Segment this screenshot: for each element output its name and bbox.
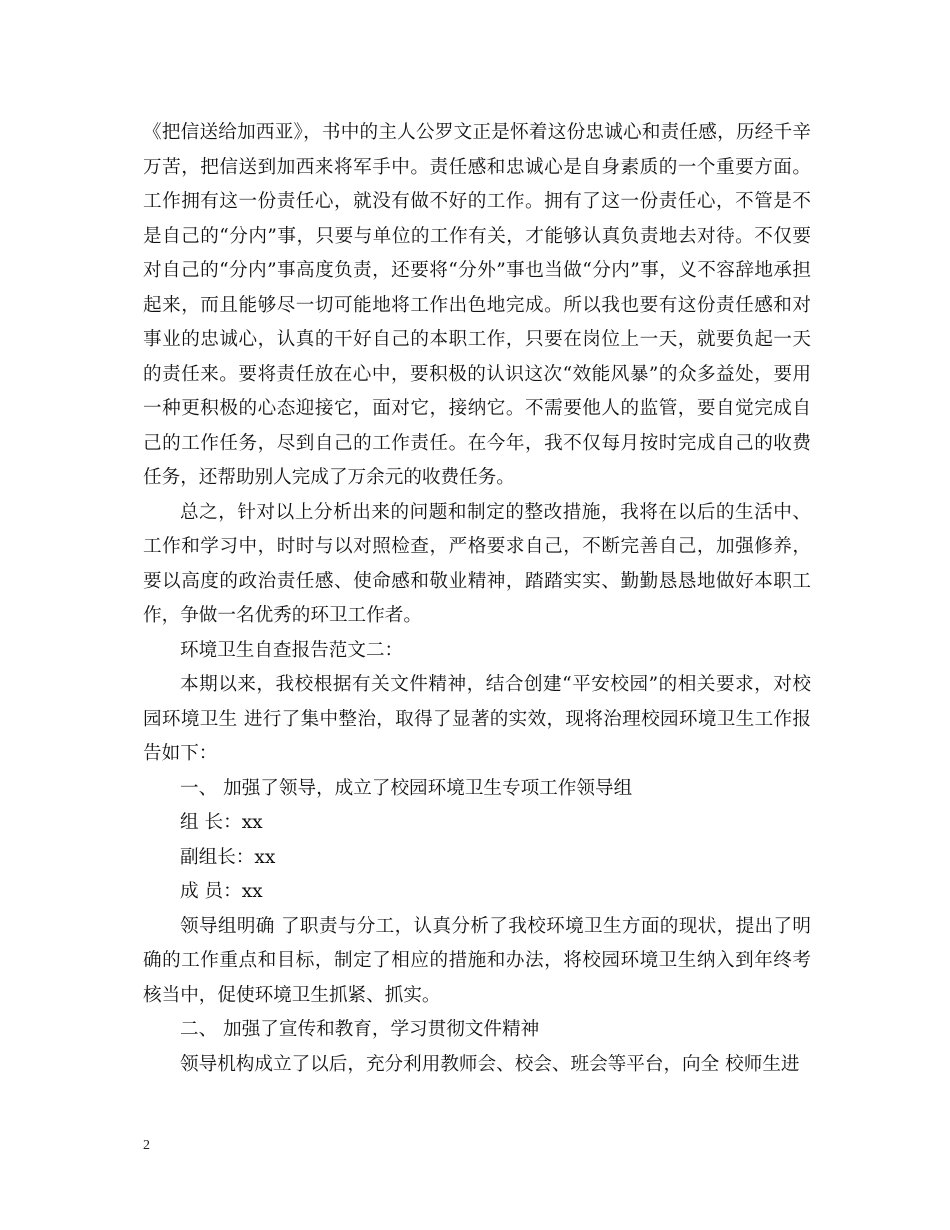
document-body <box>143 116 811 1082</box>
paragraph-conclusion: 总之，针对以上分析出来的问题和制定的整改措施，我将在以后的生活中、工作和学习中，时时与以对照检查，严格要求自己，不断完善自己，加强修养，要以高度的政治责任感、使命感和敬业精神，踏踏实实、勤勤恳恳地做好本职工作，争做一名优秀的环卫工作者。 <box>143 501 811 626</box>
members-line: 成 员：xx <box>180 881 263 902</box>
paragraph-report-intro: 本期以来，我校根据有关文件精神，结合创建“平安校园”的相关要求，对校园环境卫生 进行了集中整治，取得了显著的实效，现将治理校园环境卫生工作报告如下： <box>143 674 811 764</box>
item-heading-leadership: 一、 加强了领导，成立了校园环境卫生专项工作领导组 <box>180 777 633 799</box>
item-heading-publicity: 二、 加强了宣传和教育，学习贯彻文件精神 <box>180 1019 540 1040</box>
paragraph-leadership-duties: 领导组明确 了职责与分工，认真分析了我校环境卫生方面的现状，提出了明确的工作重点和目标，制定了相应的措施和办法，将校园环境卫生纳入到年终考核当中，促使环境卫生抓紧、抓实。 <box>143 915 811 1006</box>
section-heading-sample-two: 环境卫生自查报告范文二： <box>180 639 404 661</box>
page-number: 2 <box>143 1138 150 1153</box>
deputy-leader-line: 副组长：xx <box>180 846 276 868</box>
team-leader-line: 组 长：xx <box>180 812 263 833</box>
paragraph-loyalty-responsibility: 《把信送给加西亚》，书中的主人公罗文正是怀着这份忠诚心和责任感，历经千辛万苦，把信送到加西来将军手中。责任感和忠诚心是自身素质的一个重要方面。工作拥有这一份责任心，就没有做不好的工作。拥有了这一份责任心，不管是不是自己的“分内”事，只要与单位的工作有关，才能够认真负责地去对待。不仅要对自己的“分内”事高度负责，还要将“分外”事也当做“分内”事，义不容辞地承担起来，而且能够尽一切可能地将工作出色地完成。所以我也要有这份责任感和对事业的忠诚心，认真的干好自己的本职工作，只要在岗位上一天，就要负起一天的责任来。要将责任放在心中，要积极的认识这次“效能风暴”的众多益处，要用一种更积极的心态迎接它，面对它，接纳它。不需要他人的监管，要自觉完成自己的工作任务，尽到自己的工作责任。在今年，我不仅每月按时完成自己的收费任务，还帮助别人完成了万余元的收费任务。 <box>143 122 811 488</box>
paragraph-publicity-start: 领导机构成立了以后，充分利用教师会、校会、班会等平台，向全 校师生进 <box>180 1053 800 1075</box>
